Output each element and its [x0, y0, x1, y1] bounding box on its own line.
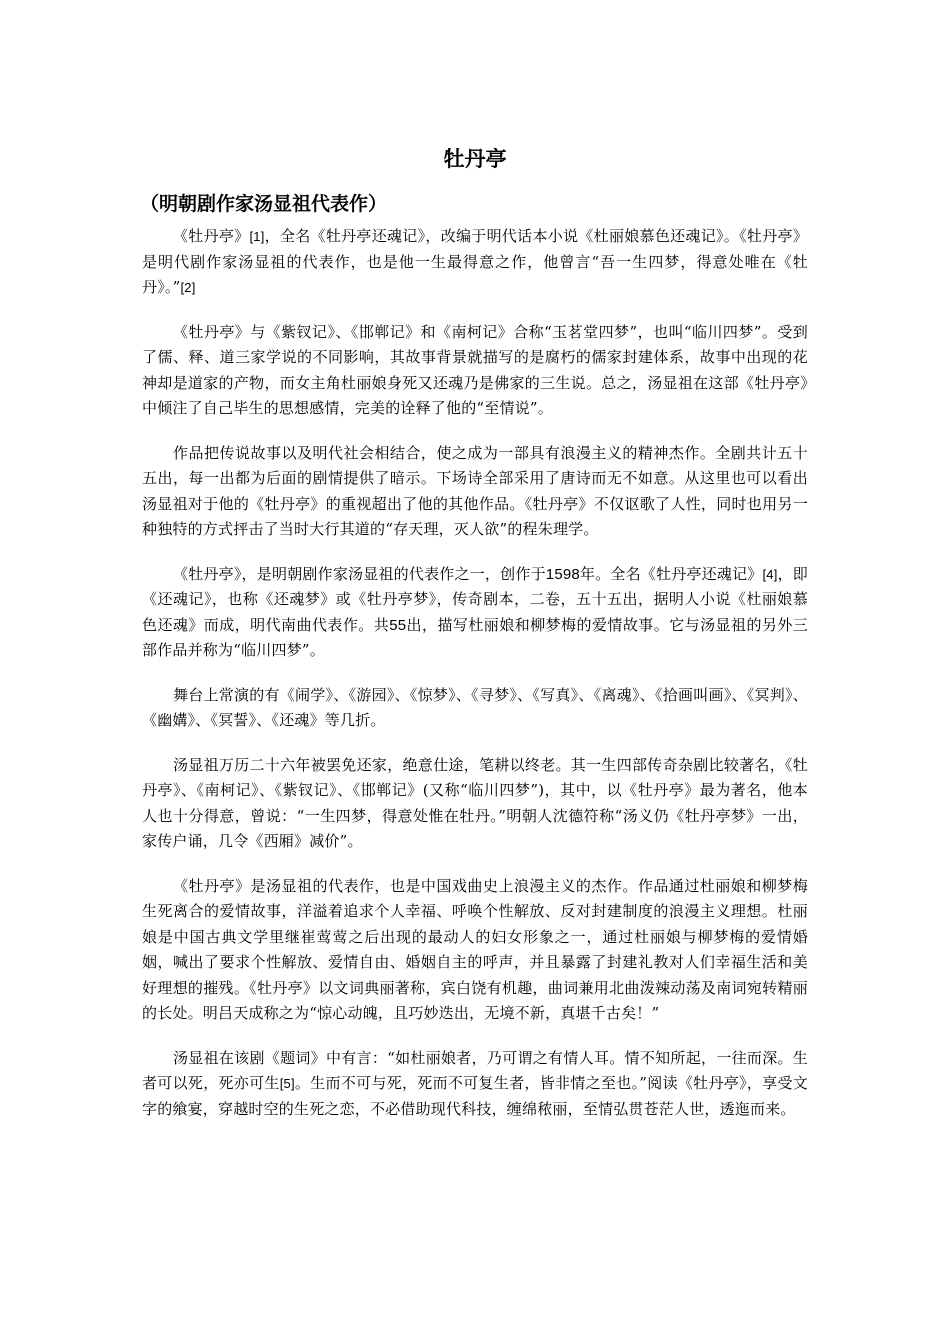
paragraph-text: 汤显祖在该剧《题词》中有言：“如杜丽娘者，乃可谓之有情人耳。情不知所起，一往而深。生者可以死，死亦可生 — [142, 1048, 808, 1092]
citation-ref[interactable]: [5] — [279, 1076, 295, 1091]
paragraph — [142, 441, 808, 543]
paragraph-text: 汤显祖万历二十六年被罢免还家，绝意仕途，笔耕以终老。其一生四部传奇杂剧比较著名，《牡丹亭》、《南柯记》、《紫钗记》、《邯郸记》(又称“临川四梦”)，其中，以《牡丹亭》最为著名，他本人也十分得意，曾说：“一生四梦，得意处惟在牡丹。”明朝人沈德符称“汤义仍《牡丹亭梦》一出，家传户诵，几令《西厢》减价”。 — [142, 755, 808, 850]
paragraph-text: 出，描写杜丽娘和柳梦梅的爱情故事。它与汤显祖的另外三部作品并称为“临川四梦”。 — [142, 615, 808, 659]
paragraph-text: 《牡丹亭》 — [173, 227, 250, 245]
paragraph-text: 《牡丹亭》是汤显祖的代表作，也是中国戏曲史上浪漫主义的杰作。作品通过杜丽娘和柳梦梅生死离合的爱情故事，洋溢着追求个人幸福、呼唤个性解放、反对封建制度的浪漫主义理想。杜丽娘是中国古典文学里继崔莺莺之后出现的最动人的妇女形象之一，通过杜丽娘与柳梦梅的爱情婚姻，喊出了要求个性解放、爱情自由、婚姻自主的呼声，并且暴露了封建礼教对人们幸福生活和美好理想的摧残。《牡丹亭》以文词典丽著称，宾白饶有机趣，曲词兼用北曲泼辣动荡及南词宛转精丽的长处。明吕天成称之为“惊心动魄，且巧妙迭出，无境不新，真堪千古矣！” — [142, 876, 808, 1022]
paragraph-text: 作品把传说故事以及明代社会相结合，使之成为一部具有浪漫主义的精神杰作。全剧共计五十五出，每一出都为后面的剧情提供了暗示。下场诗全部采用了唐诗而无不如意。从这里也可以看出汤显祖对于他的《牡丹亭》的重视超出了他的其他作品。《牡丹亭》不仅讴歌了人性，同时也用另一种独特的方式抨击了当时大行其道的“存天理，灭人欲”的程朱理学。 — [142, 443, 808, 538]
paragraph-number: 55 — [389, 616, 407, 634]
paragraph — [142, 224, 808, 301]
document-body — [142, 224, 808, 1141]
paragraph — [142, 1046, 808, 1123]
document-subtitle: （明朝剧作家汤显祖代表作） — [140, 193, 388, 215]
paragraph-text: ，全名《牡丹亭还魂记》，改编于明代话本小说《杜丽娘慕色还魂记》。《牡丹亭》是明代剧作家汤显祖的代表作，也是他一生最得意之作，他曾言“吾一生四梦，得意处唯在《牡丹》。” — [142, 227, 808, 296]
paragraph-text: 《牡丹亭》与《紫钗记》、《邯郸记》和《南柯记》合称“玉茗堂四梦”，也叫“临川四梦”。受到了儒、释、道三家学说的不同影响，其故事背景就描写的是腐朽的儒家封建体系，故事中出现的花神却是道家的产物，而女主角杜丽娘身死又还魂乃是佛家的三生说。总之，汤显祖在这部《牡丹亭》中倾注了自己毕生的思想感情，完美的诠释了他的“至情说”。 — [142, 322, 808, 417]
paragraph-text: 。生而不可与死，死而不可复生者，皆非情之至也。”阅读《牡丹亭》，享受文字的飨宴，穿越时空的生死之恋，不必借助现代科技，缠绵秾丽，至情弘贯苍茫人世，透迤而来。 — [142, 1074, 808, 1118]
paragraph-text: 舞台上常演的有《闹学》、《游园》、《惊梦》、《寻梦》、《写真》、《离魂》、《拾画叫画》、《冥判》、《幽媾》、《冥誓》、《还魂》等几折。 — [142, 685, 808, 729]
document-title: 牡丹亭 — [443, 147, 507, 171]
paragraph — [142, 683, 808, 734]
paragraph — [142, 753, 808, 855]
citation-ref[interactable]: [4] — [762, 566, 778, 582]
paragraph — [142, 320, 808, 422]
citation-ref[interactable]: [1] — [249, 229, 265, 244]
paragraph-text: 年。全名《牡丹亭还魂记》 — [579, 564, 763, 583]
paragraph-text: 《牡丹亭》，是明朝剧作家汤显祖的代表作之一，创作于 — [173, 564, 546, 583]
paragraph — [142, 874, 808, 1027]
paragraph — [142, 562, 808, 664]
citation-ref[interactable]: [2] — [180, 280, 196, 295]
paragraph-number: 1598 — [545, 565, 580, 583]
paragraph-text: ，即《还魂记》，也称《还魂梦》或《牡丹亭梦》，传奇剧本，二卷，五十五出，据明人小说《杜丽娘慕色还魂》而成，明代南曲代表作。共 — [142, 564, 808, 634]
